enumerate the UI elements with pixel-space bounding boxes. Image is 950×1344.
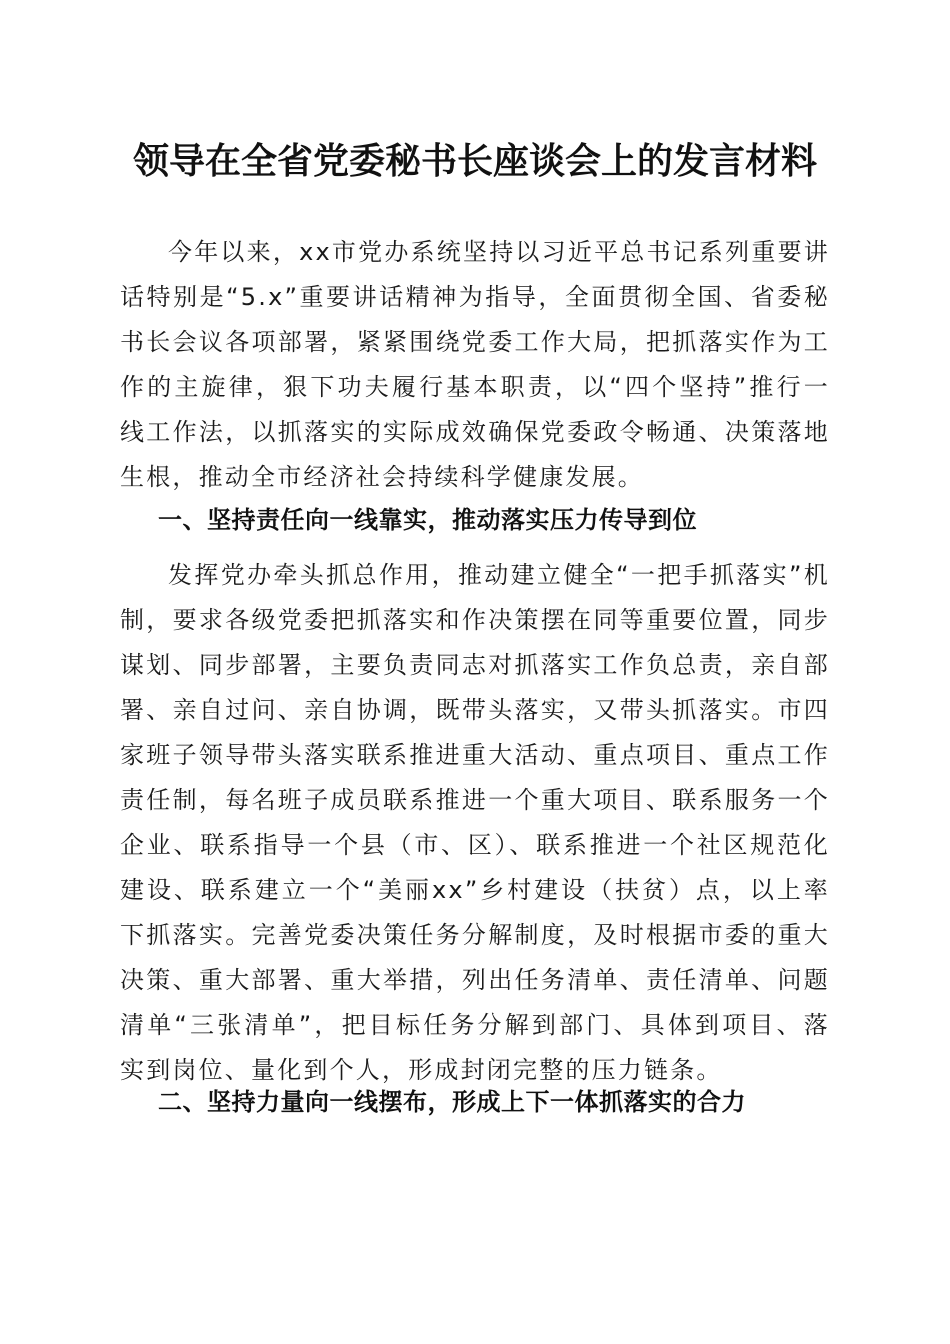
section-heading-1: 一、坚持责任向一线靠实，推动落实压力传导到位 — [158, 506, 697, 534]
document-title: 领导在全省党委秘书长座谈会上的发言材料 — [132, 140, 817, 182]
section-1-paragraph: 发挥党办牵头抓总作用，推动建立健全“一把手抓落实”机制，要求各级党委把抓落实和作决策摆在同等重要位置，同步谋划、同步部署，主要负责同志对抓落实工作负总责，亲自部署、亲自过问、亲自协调，既带头落实，又带头抓落实。市四家班子领导带头落实联系推进重大活动、重点项目、重点工作责任制，每名班子成员联系推进一个重大项目、联系服务一个企业、联系指导一个县（市、区）、联系推进一个社区规范化建设、联系建立一个“美丽xx”乡村建设（扶贫）点，以上率下抓落实。完善党委决策任务分解制度，及时根据市委的重大决策、重大部署、重大举措，列出任务清单、责任清单、问题清单“三张清单”，把目标任务分解到部门、具体到项目、落实到岗位、量化到个人，形成封闭完整的压力链条。 — [120, 561, 830, 1084]
section-heading-2: 二、坚持力量向一线摆布，形成上下一体抓落实的合力 — [158, 1088, 746, 1116]
intro-paragraph: 今年以来，xx市党办系统坚持以习近平总书记系列重要讲话特别是“5.x”重要讲话精神为指导，全面贯彻全国、省委秘书长会议各项部署，紧紧围绕党委工作大局，把抓落实作为工作的主旋律，狠下功夫履行基本职责，以“四个坚持”推行一线工作法，以抓落实的实际成效确保党委政令畅通、决策落地生根，推动全市经济社会持续科学健康发展。 — [120, 238, 830, 491]
